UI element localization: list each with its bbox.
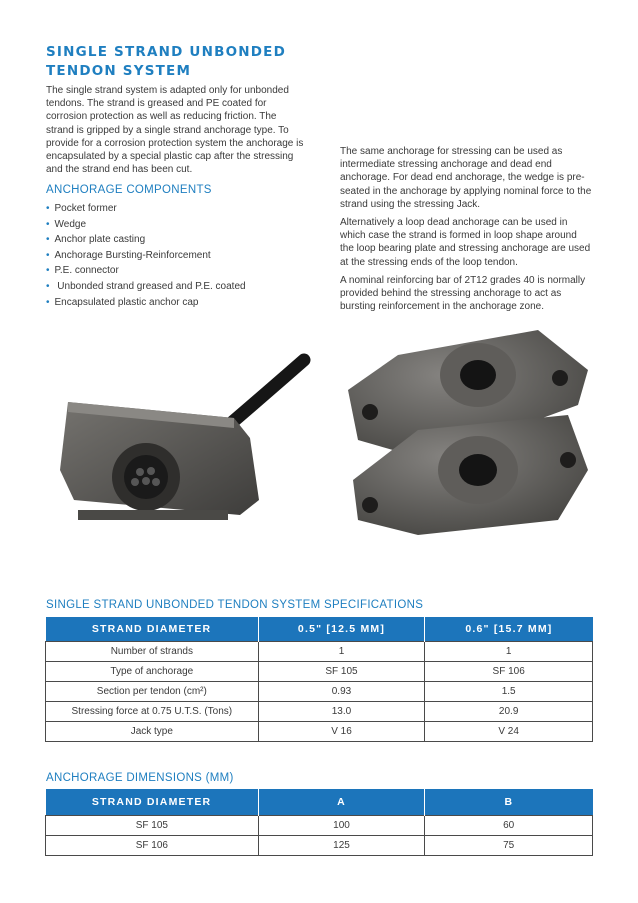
paragraph: Alternatively a loop dead anchorage can be used in which case the strand is formed in loop shape around the loop bearing plate and stressing anchorage are used at the stressing ends of the loop tendon. bbox=[340, 217, 591, 268]
dimensions-table bbox=[45, 789, 593, 856]
list-item: • Wedge bbox=[46, 217, 246, 233]
anchor-plate-castings-image bbox=[328, 320, 598, 570]
column-header: 0.5" [12.5 MM] bbox=[258, 617, 425, 642]
anchorage-with-strand-image bbox=[54, 350, 314, 565]
column-header: 0.6" [15.7 MM] bbox=[425, 617, 593, 642]
table-cell: SF 105 bbox=[258, 662, 425, 682]
table-cell: 1 bbox=[425, 642, 593, 662]
table-cell: 0.93 bbox=[258, 682, 425, 702]
table-cell: SF 105 bbox=[46, 816, 259, 836]
table-cell: 13.0 bbox=[258, 702, 425, 722]
table-cell: V 24 bbox=[425, 722, 593, 742]
table-cell: 60 bbox=[425, 816, 593, 836]
table-header-row bbox=[46, 617, 593, 642]
table-cell: 75 bbox=[425, 836, 593, 856]
table-cell: Section per tendon (cm²) bbox=[46, 682, 259, 702]
specifications-table bbox=[45, 617, 593, 742]
column-header: B bbox=[425, 789, 593, 816]
table-cell: V 16 bbox=[258, 722, 425, 742]
title-line-1: SINGLE STRAND UNBONDED bbox=[46, 44, 286, 60]
page-title bbox=[46, 43, 286, 81]
paragraph: A nominal reinforcing bar of 2T12 grades 40 is normally provided behind the stressing anchorage to act as bursting reinforcement in the anchorage zone. bbox=[340, 274, 586, 313]
table-cell: Jack type bbox=[46, 722, 259, 742]
list-item: • Anchorage Bursting-Reinforcement bbox=[46, 248, 246, 264]
table-row bbox=[46, 816, 593, 836]
intro-paragraph: The single strand system is adapted only for unbonded tendons. The strand is greased and PE coated for corrosion protection as well as reducing friction. The strand is gripped by a single strand anchorage type. To provide for a corrosion protection system the anchorage is encapsulated by a special plastic cap after the stressing and the strand end has been cut. bbox=[46, 85, 304, 176]
table-row bbox=[46, 642, 593, 662]
table-cell: 20.9 bbox=[425, 702, 593, 722]
table-cell: Stressing force at 0.75 U.T.S. (Tons) bbox=[46, 702, 259, 722]
table-row bbox=[46, 682, 593, 702]
list-item: • Unbonded strand greased and P.E. coated bbox=[46, 279, 246, 295]
table-cell: 1.5 bbox=[425, 682, 593, 702]
column-header: STRAND DIAMETER bbox=[46, 789, 259, 816]
paragraph: The same anchorage for stressing can be used as intermediate stressing anchorage and dead end anchorage. For dead end anchorage, the wedge is pre-seated in the anchorage by applying nominal force to the strand using the stressing Jack. bbox=[340, 146, 592, 210]
dimensions-heading: ANCHORAGE DIMENSIONS (MM) bbox=[46, 772, 234, 784]
table-row bbox=[46, 702, 593, 722]
table-row bbox=[46, 662, 593, 682]
table-cell: 100 bbox=[258, 816, 425, 836]
components-list bbox=[46, 201, 246, 310]
list-item: • Pocket former bbox=[46, 201, 246, 217]
table-cell: 1 bbox=[258, 642, 425, 662]
table-cell: 125 bbox=[258, 836, 425, 856]
list-item: • P.E. connector bbox=[46, 263, 246, 279]
table-row bbox=[46, 836, 593, 856]
table-cell: SF 106 bbox=[425, 662, 593, 682]
table-cell: Number of strands bbox=[46, 642, 259, 662]
title-line-2: TENDON SYSTEM bbox=[46, 63, 192, 79]
specifications-heading: SINGLE STRAND UNBONDED TENDON SYSTEM SPECIFICATIONS bbox=[46, 599, 424, 611]
column-header: A bbox=[258, 789, 425, 816]
right-column-text bbox=[340, 145, 592, 318]
table-header-row bbox=[46, 789, 593, 816]
list-item: • Anchor plate casting bbox=[46, 232, 246, 248]
components-heading: ANCHORAGE COMPONENTS bbox=[46, 184, 212, 196]
list-item: • Encapsulated plastic anchor cap bbox=[46, 295, 246, 311]
table-cell: SF 106 bbox=[46, 836, 259, 856]
column-header: STRAND DIAMETER bbox=[46, 617, 259, 642]
table-cell: Type of anchorage bbox=[46, 662, 259, 682]
table-row bbox=[46, 722, 593, 742]
